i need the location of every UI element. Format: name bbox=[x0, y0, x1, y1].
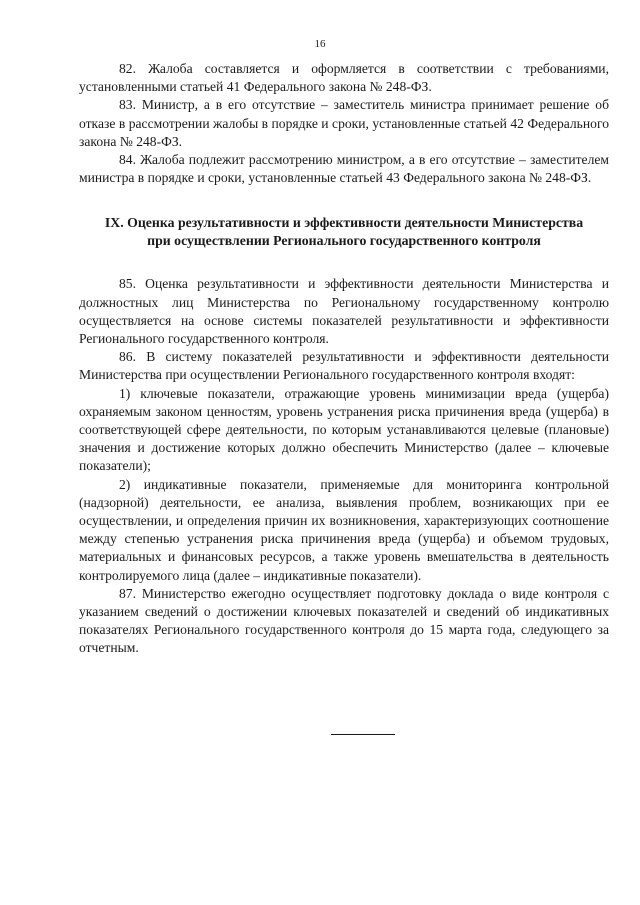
section-heading-ix bbox=[79, 214, 609, 250]
paragraph-86-item-1: 1) ключевые показатели, отражающие уровень минимизации вреда (ущерба) охраняемым законом ценностям, уровень устранения риска причинения вреда (ущерба) в соответствующей сфере деятельности, по которым устанавливаются целевые (плановые) значения и достижение которых должно обеспечить Министерство (далее – ключевые показатели); bbox=[79, 385, 609, 474]
paragraph-87: 87. Министерство ежегодно осуществляет подготовку доклада о виде контроля с указанием сведений о достижении ключевых показателей и сведений об индикативных показателях Регионального государственного контроля до 15 марта года, следующего за отчетным. bbox=[79, 585, 609, 656]
paragraph-86-item-2: 2) индикативные показатели, применяемые для мониторинга контрольной (надзорной) деятельности, ее анализа, выявления проблем, возникающих при ее осуществлении, и определения причин их возникновения, характеризующих соотношение между степенью устранения риска причинения вреда (ущерба) и объемом трудовых, материальных и финансовых ресурсов, а также уровень вмешательства в деятельность контролируемого лица (далее – индикативные показатели). bbox=[79, 476, 609, 583]
paragraph-83: 83. Министр, а в его отсутствие – заместитель министра принимает решение об отказе в рассмотрении жалобы в порядке и сроки, установленные статьей 42 Федерального закона № 248-ФЗ. bbox=[79, 97, 609, 149]
section-heading-line-1: IX. Оценка результативности и эффективности деятельности Министерства bbox=[104, 215, 584, 231]
page-number: 16 bbox=[314, 38, 326, 50]
section-heading-line-2: при осуществлении Регионального государственного контроля bbox=[147, 233, 541, 249]
paragraph-85: 85. Оценка результативности и эффективности деятельности Министерства и должностных лиц Министерства по Региональному государственному контролю осуществляется на основе системы показателей результативности и эффективности Регионального государственного контроля. bbox=[79, 276, 609, 347]
document-body bbox=[79, 60, 609, 658]
closing-divider-line bbox=[331, 734, 395, 735]
paragraph-86: 86. В систему показателей результативности и эффективности деятельности Министерства при осуществлении Регионального государственного контроля входят: bbox=[79, 349, 609, 383]
paragraph-84: 84. Жалоба подлежит рассмотрению министром, а в его отсутствие – заместителем министра в порядке и сроки, установленные статьей 43 Федерального закона № 248-ФЗ. bbox=[79, 152, 609, 186]
paragraph-82: 82. Жалоба составляется и оформляется в соответствии с требованиями, установленными статьей 41 Федерального закона № 248-ФЗ. bbox=[79, 61, 609, 95]
